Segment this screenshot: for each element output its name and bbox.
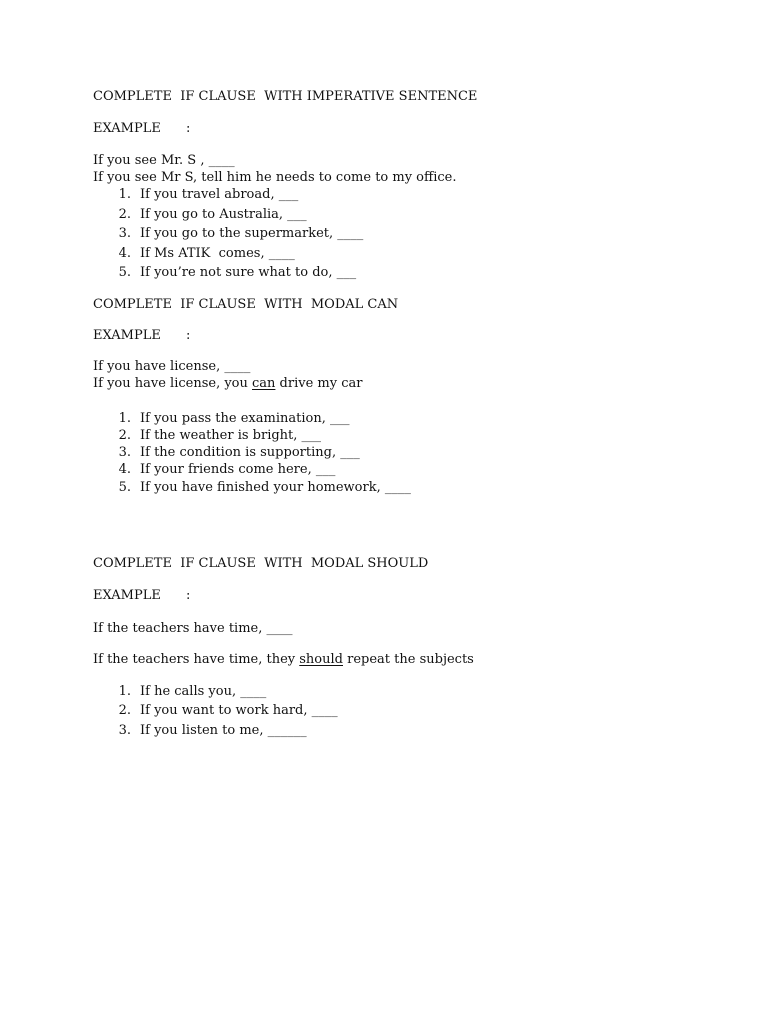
list-item-number: 4. bbox=[118, 246, 131, 261]
list-item-number: 2. bbox=[118, 428, 131, 443]
section-2-example-label: EXAMPLE bbox=[93, 328, 161, 343]
section-3-prompt: If the teachers have time, ____ bbox=[93, 621, 293, 636]
section-3-example-colon: : bbox=[186, 588, 191, 603]
list-item: If you travel abroad, ___ bbox=[140, 187, 299, 202]
section-2-example-colon: : bbox=[186, 328, 191, 343]
list-item: If the condition is supporting, ___ bbox=[140, 445, 360, 460]
underlined-modal-should: should bbox=[299, 652, 343, 667]
section-3-example-label: EXAMPLE bbox=[93, 588, 161, 603]
list-item: If you go to Australia, ___ bbox=[140, 207, 307, 222]
section-1-prompt: If you see Mr. S , ____ bbox=[93, 153, 235, 168]
list-item: If you pass the examination, ___ bbox=[140, 411, 350, 426]
section-2-heading: COMPLETE IF CLAUSE WITH MODAL CAN bbox=[93, 297, 399, 312]
list-item-number: 3. bbox=[118, 445, 131, 460]
list-item: If you want to work hard, ____ bbox=[140, 703, 338, 718]
section-2-prompt: If you have license, ____ bbox=[93, 359, 251, 374]
list-item: If you go to the supermarket, ____ bbox=[140, 226, 364, 241]
section-3-heading: COMPLETE IF CLAUSE WITH MODAL SHOULD bbox=[93, 556, 429, 571]
list-item-number: 1. bbox=[118, 187, 131, 202]
list-item-number: 2. bbox=[118, 207, 131, 222]
section-1-heading: COMPLETE IF CLAUSE WITH IMPERATIVE SENTENCE bbox=[93, 89, 478, 104]
section-2-answer bbox=[93, 375, 362, 392]
list-item-number: 1. bbox=[118, 684, 131, 699]
list-item-number: 2. bbox=[118, 703, 131, 718]
list-item-number: 5. bbox=[118, 480, 131, 495]
answer-text-before: If you have license, you bbox=[93, 376, 253, 391]
section-1-answer: If you see Mr S, tell him he needs to come to my office. bbox=[93, 170, 457, 185]
answer-text-before: If the teachers have time, they bbox=[93, 652, 300, 667]
list-item: If you have finished your homework, ____ bbox=[140, 480, 411, 495]
list-item-number: 3. bbox=[118, 226, 131, 241]
list-item-number: 4. bbox=[118, 462, 131, 477]
list-item: If your friends come here, ___ bbox=[140, 462, 336, 477]
section-1-example-colon: : bbox=[186, 121, 191, 136]
list-item: If you listen to me, ______ bbox=[140, 723, 307, 738]
list-item-number: 5. bbox=[118, 265, 131, 280]
list-item-number: 1. bbox=[118, 411, 131, 426]
section-1-example-label: EXAMPLE bbox=[93, 121, 161, 136]
list-item: If he calls you, ____ bbox=[140, 684, 267, 699]
list-item-number: 3. bbox=[118, 723, 131, 738]
answer-text-after: drive my car bbox=[275, 376, 363, 391]
section-3-answer bbox=[93, 651, 474, 668]
underlined-modal-can: can bbox=[252, 376, 276, 391]
list-item: If Ms ATIK comes, ____ bbox=[140, 246, 295, 261]
answer-text-after: repeat the subjects bbox=[343, 652, 474, 667]
list-item: If you’re not sure what to do, ___ bbox=[140, 265, 357, 280]
list-item: If the weather is bright, ___ bbox=[140, 428, 322, 443]
